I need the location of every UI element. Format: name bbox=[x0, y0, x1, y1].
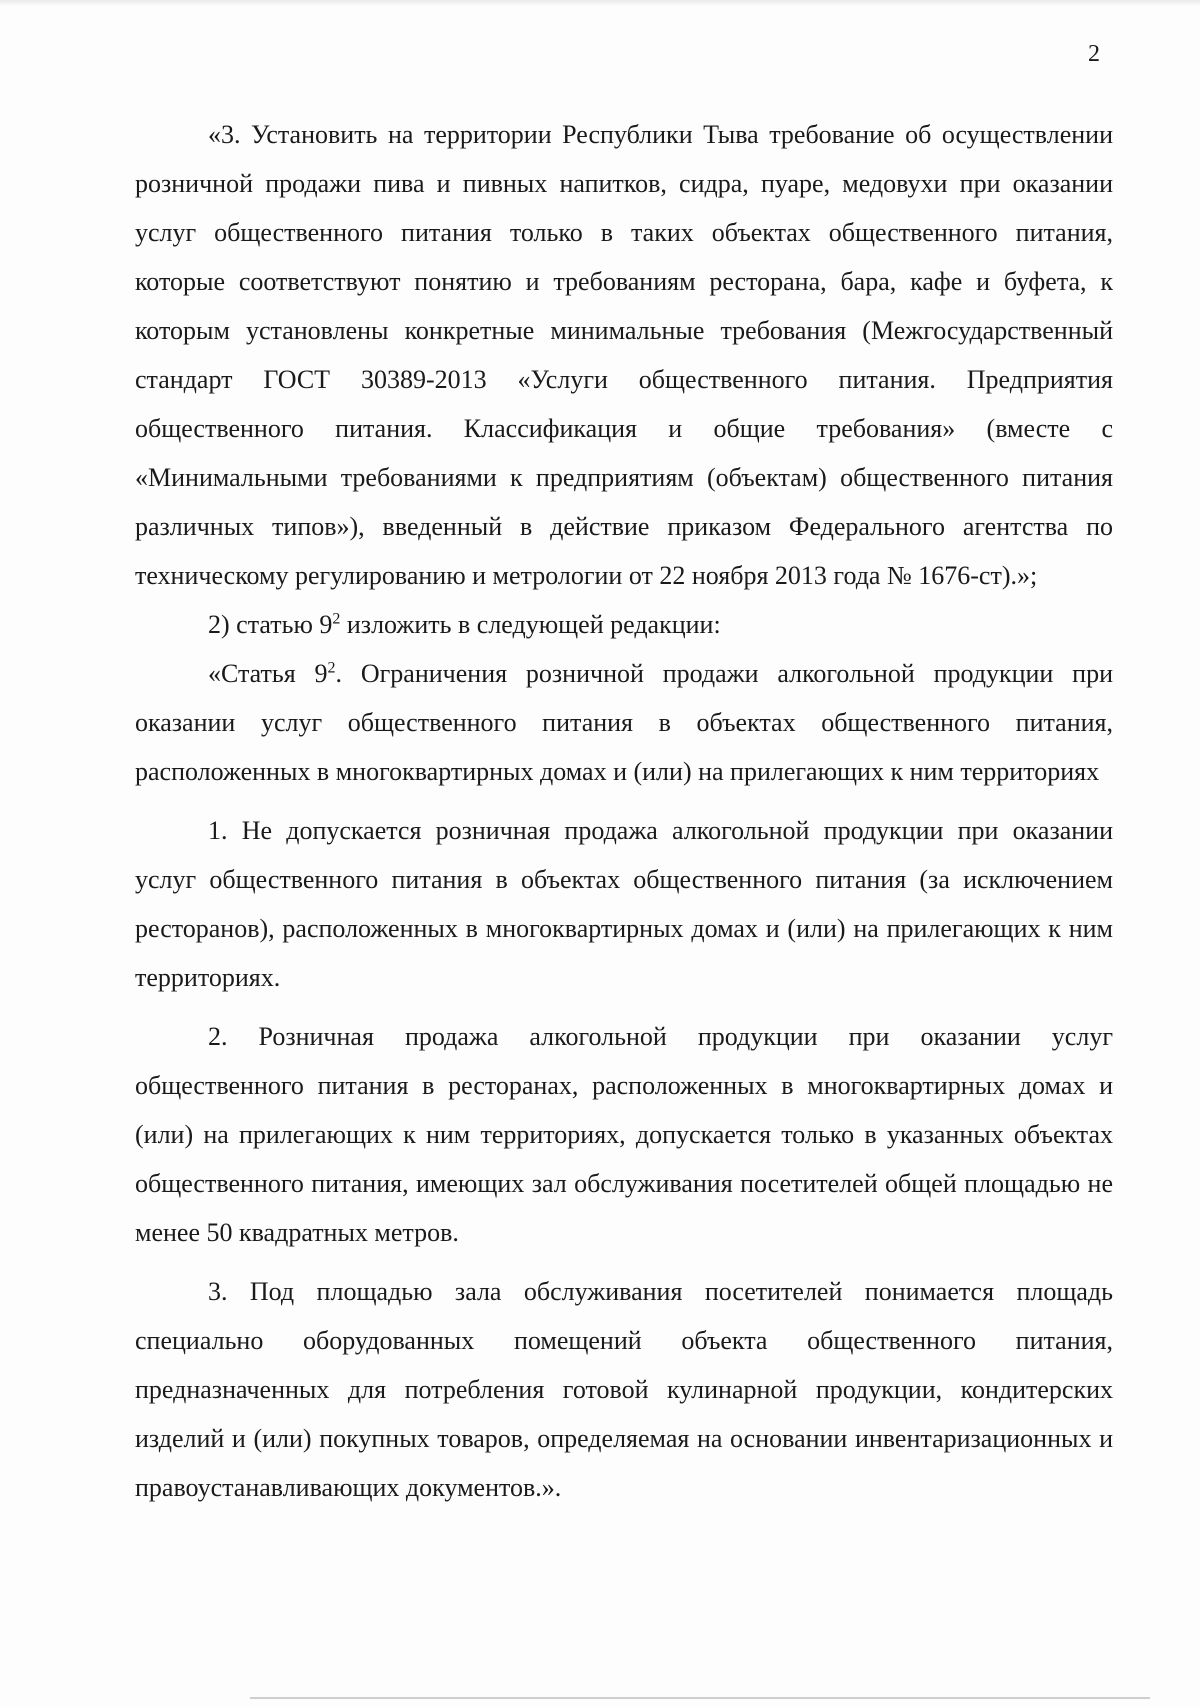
paragraph-gost-requirement: «3. Установить на территории Республики Тыва требование об осуществлении розничной продажи пива и пивных напитков, сидра, пуаре, медовухи при оказании услуг общественного питания только в таких объектах общественного питания, которые соответствуют понятию и требованиям ресторана, бара, кафе и буфета, к которым установлены конкретные минимальные требования (Межгосударственный стандарт ГОСТ 30389-2013 «Услуги общественного питания. Предприятия общественного питания. Классификация и общие требования» (вместе с «Минимальными требованиями к предприятиям (объектам) общественного питания различных типов»), введенный в действие приказом Федерального агентства по техническому регулированию и метрологии от 22 ноября 2013 года № 1676-ст).»; bbox=[135, 120, 1113, 590]
article-title-after: . Ограничения розничной продажи алкогольной продукции при оказании услуг общественного питания в объектах общественного питания, расположенных в многоквартирных домах и (или) на прилегающих к ним территориях bbox=[135, 659, 1113, 786]
scan-edge-bottom bbox=[250, 1697, 1150, 1699]
article-superscript: 2 bbox=[332, 610, 341, 628]
scan-edge-top bbox=[0, 0, 1200, 6]
amendment-text-before: 2) статью 9 bbox=[208, 610, 333, 639]
paragraph-clause-2: 2. Розничная продажа алкогольной продукции при оказании услуг общественного питания в ресторанах, расположенных в многоквартирных домах и (или) на прилегающих к ним территориях, допускается только в указанных объектах общественного питания, имеющих зал обслуживания посетителей общей площадью не менее 50 квадратных метров. bbox=[135, 1022, 1113, 1247]
page-number: 2 bbox=[1088, 41, 1100, 67]
paragraph-article-title bbox=[135, 649, 1113, 796]
paragraph-clause-1: 1. Не допускается розничная продажа алкогольной продукции при оказании услуг общественного питания в объектах общественного питания (за исключением ресторанов), расположенных в многоквартирных домах и (или) на прилегающих к ним территориях. bbox=[135, 816, 1113, 992]
amendment-text-after: изложить в следующей редакции: bbox=[340, 610, 721, 639]
paragraph-article-amendment bbox=[135, 600, 1113, 649]
article-title-superscript: 2 bbox=[327, 659, 336, 677]
paragraph-clause-3: 3. Под площадью зала обслуживания посетителей понимается площадь специально оборудованных помещений объекта общественного питания, предназначенных для потребления готовой кулинарной продукции, кондитерских изделий и (или) покупных товаров, определяемая на основании инвентаризационных и правоустанавливающих документов.». bbox=[135, 1277, 1113, 1502]
article-title-before: «Статья 9 bbox=[208, 659, 328, 688]
document-body bbox=[135, 110, 1113, 1512]
